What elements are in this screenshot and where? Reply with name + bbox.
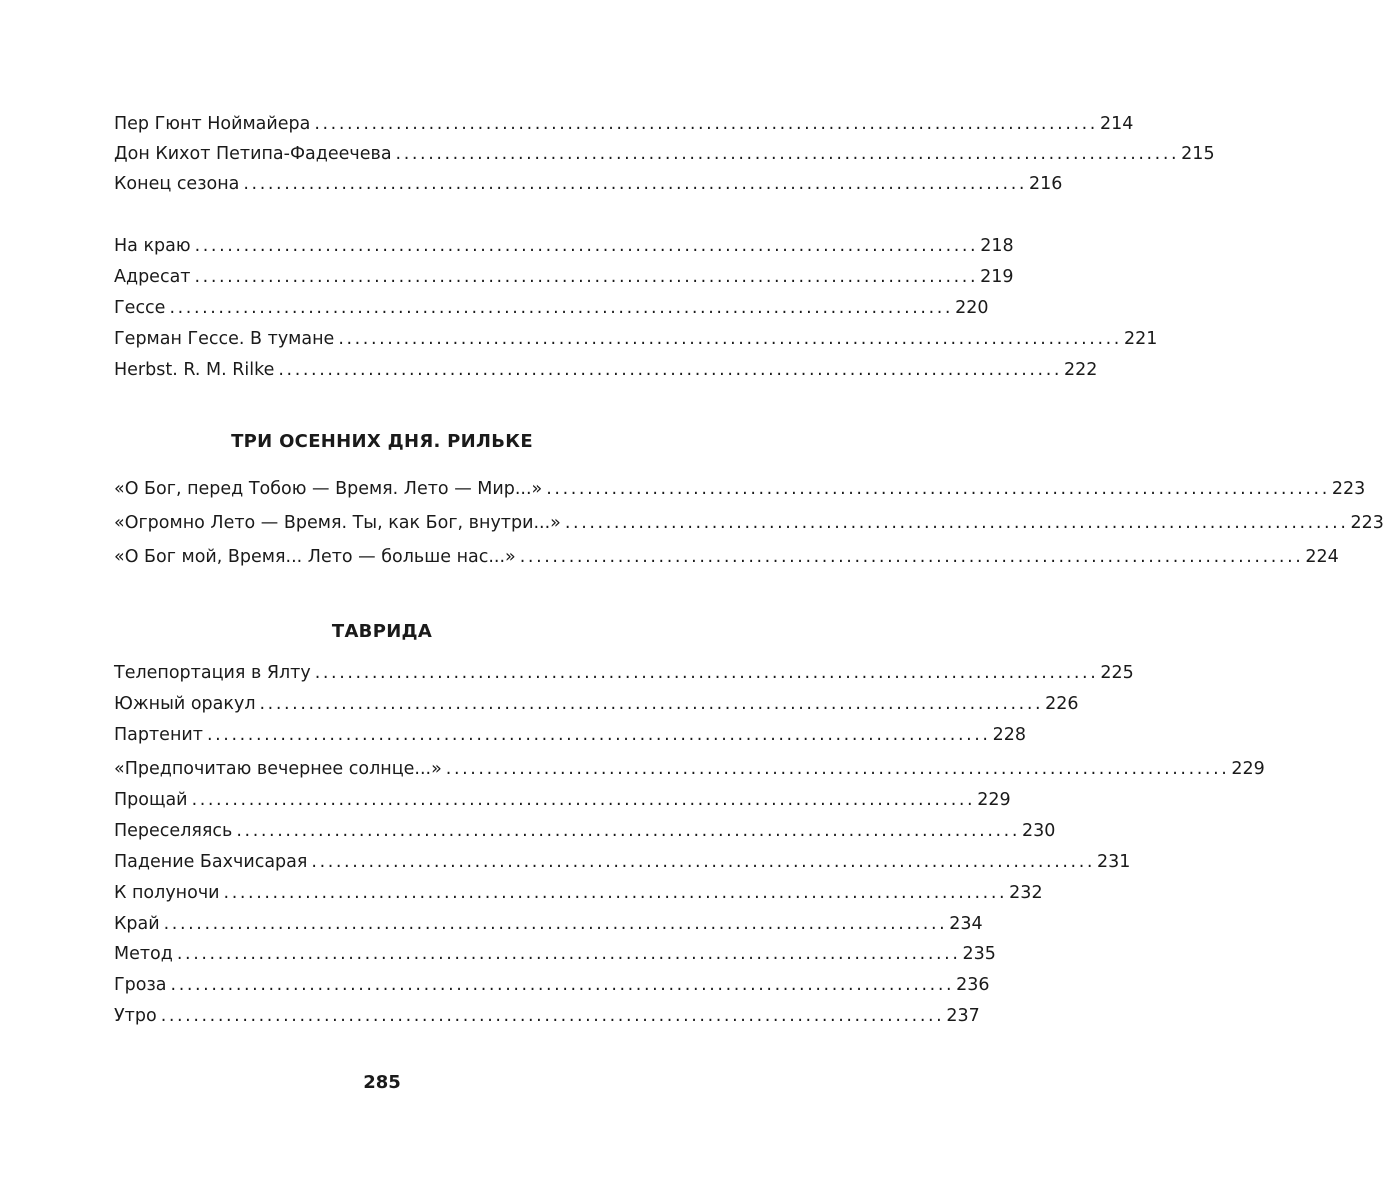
toc-entry	[114, 722, 1026, 748]
toc-leader-dots: ................................................................................................	[564, 513, 1349, 533]
toc-entry	[114, 1003, 980, 1029]
toc-leader-dots: ................................................................................................	[236, 821, 1020, 841]
toc-entry	[114, 691, 1079, 717]
toc-leader-dots: ................................................................................................	[259, 694, 1044, 714]
toc-entry	[114, 357, 1098, 383]
toc-entry-title: Телепортация в Ялту	[114, 663, 311, 683]
section-heading: ТАВРИДА	[331, 621, 433, 642]
toc-entry-page: 231	[1097, 852, 1131, 872]
toc-entry-title: Южный оракул	[114, 694, 256, 714]
toc-leader-dots: ................................................................................................	[314, 114, 1098, 134]
toc-entry-title: «Огромно Лето — Время. Ты, как Бог, внутри...»	[114, 513, 561, 533]
toc-entry-page: 226	[1045, 694, 1079, 714]
section-heading: ТРИ ОСЕННИХ ДНЯ. РИЛЬКЕ	[231, 431, 533, 452]
toc-entry	[114, 660, 1134, 686]
toc-entry	[114, 326, 1158, 352]
toc-entry-title: «О Бог мой, Время... Лето — больше нас...»	[114, 547, 516, 567]
toc-leader-dots: ................................................................................................	[445, 759, 1230, 779]
toc-entry-title: Дон Кихот Петипа-Фадеечева	[114, 144, 392, 164]
toc-entry-title: Herbst. R. M. Rilke	[114, 360, 275, 380]
toc-entry-title: Метод	[114, 944, 173, 964]
toc-entry-page: 228	[992, 725, 1026, 745]
toc-entry-page: 224	[1305, 547, 1339, 567]
toc-entry	[114, 295, 989, 321]
toc-entry	[114, 141, 1215, 167]
toc-entry-page: 221	[1123, 329, 1158, 349]
toc-leader-dots: ................................................................................................	[395, 144, 1180, 164]
toc-entry-page: 234	[949, 914, 983, 934]
toc-entry-page: 219	[980, 267, 1014, 287]
toc-leader-dots: ................................................................................................	[278, 360, 1063, 380]
toc-leader-dots: ................................................................................................	[194, 267, 979, 287]
toc-entry-title: Утро	[114, 1006, 157, 1026]
toc-entry-page: 223	[1350, 513, 1384, 533]
toc-entry-page: 220	[955, 298, 989, 318]
toc-entry	[114, 476, 1366, 502]
toc-leader-dots: ................................................................................................	[170, 975, 955, 995]
toc-leader-dots: ................................................................................................	[169, 298, 954, 318]
toc-entry-title: Адресат	[114, 267, 191, 287]
toc-entry-title: На краю	[114, 236, 191, 256]
toc-entry	[114, 756, 1265, 782]
toc-entry-title: «О Бог, перед Тобою — Время. Лето — Мир...»	[114, 479, 543, 499]
toc-entry-title: «Предпочитаю вечернее солнце...»	[114, 759, 442, 779]
toc-entry-page: 230	[1022, 821, 1056, 841]
toc-leader-dots: ................................................................................................	[311, 852, 1096, 872]
toc-entry-page: 223	[1331, 479, 1366, 499]
toc-entry	[114, 972, 990, 998]
toc-entry	[114, 787, 1011, 813]
page-number: 285	[363, 1072, 401, 1093]
toc-leader-dots: ................................................................................................	[519, 547, 1304, 567]
toc-entry	[114, 880, 1043, 906]
toc-entry	[114, 911, 983, 937]
toc-entry	[114, 849, 1131, 875]
toc-entry	[114, 510, 1384, 536]
toc-entry-title: Падение Бахчисарая	[114, 852, 308, 872]
toc-leader-dots: ................................................................................................	[314, 663, 1099, 683]
toc-entry-page: 218	[980, 236, 1014, 256]
toc-entry	[114, 171, 1063, 197]
toc-entry-page: 216	[1029, 174, 1063, 194]
toc-entry-title: Конец сезона	[114, 174, 240, 194]
toc-entry	[114, 818, 1056, 844]
toc-leader-dots: ................................................................................................	[338, 329, 1122, 349]
toc-entry-title: Гессе	[114, 298, 166, 318]
toc-leader-dots: ................................................................................................	[223, 883, 1008, 903]
toc-entry	[114, 111, 1134, 137]
toc-entry	[114, 544, 1339, 570]
toc-entry-title: Партенит	[114, 725, 203, 745]
toc-leader-dots: ................................................................................................	[191, 790, 976, 810]
toc-entry-page: 214	[1099, 114, 1134, 134]
toc-leader-dots: ................................................................................................	[160, 1006, 945, 1026]
toc-entry-page: 229	[1231, 759, 1265, 779]
toc-entry-page: 235	[962, 944, 996, 964]
toc-leader-dots: ................................................................................................	[546, 479, 1330, 499]
toc-entry-page: 237	[946, 1006, 980, 1026]
toc-entry-title: К полуночи	[114, 883, 220, 903]
toc-entry	[114, 264, 1014, 290]
toc-leader-dots: ................................................................................................	[176, 944, 961, 964]
toc-leader-dots: ................................................................................................	[243, 174, 1028, 194]
toc-entry-title: Пер Гюнт Ноймайера	[114, 114, 311, 134]
toc-entry-title: Прощай	[114, 790, 188, 810]
toc-entry-title: Переселяясь	[114, 821, 233, 841]
toc-entry-page: 222	[1064, 360, 1098, 380]
toc-leader-dots: ................................................................................................	[163, 914, 948, 934]
toc-leader-dots: ................................................................................................	[206, 725, 991, 745]
toc-entry-title: Край	[114, 914, 160, 934]
toc-entry	[114, 233, 1014, 259]
toc-entry-page: 236	[956, 975, 990, 995]
toc-entry-page: 225	[1100, 663, 1134, 683]
toc-entry-title: Герман Гессе. В тумане	[114, 329, 335, 349]
toc-entry-page: 232	[1009, 883, 1043, 903]
toc-entry-page: 229	[977, 790, 1011, 810]
toc-entry-title: Гроза	[114, 975, 167, 995]
toc-entry-page: 215	[1181, 144, 1215, 164]
toc-leader-dots: ................................................................................................	[194, 236, 979, 256]
toc-entry	[114, 941, 996, 967]
